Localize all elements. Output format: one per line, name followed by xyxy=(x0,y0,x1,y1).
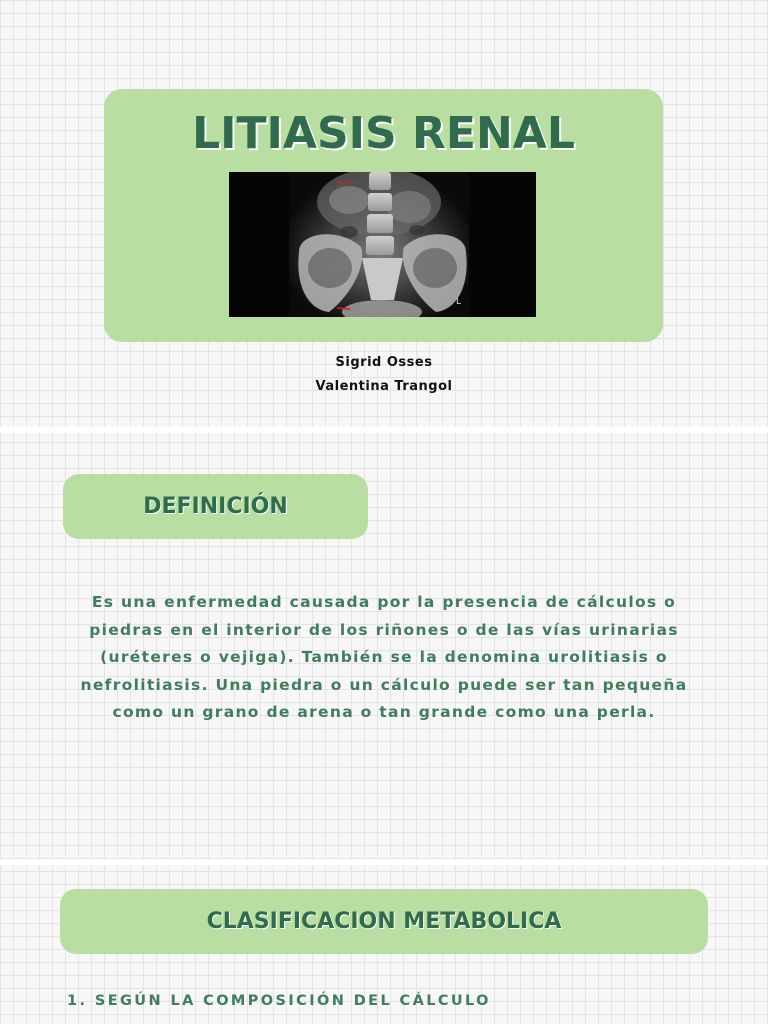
cover-card xyxy=(104,89,663,342)
definition-heading: DEFINICIÓN xyxy=(143,494,288,519)
author-1: Sigrid Osses xyxy=(335,355,433,370)
page-title: LITIASIS RENAL xyxy=(192,108,575,159)
classification-heading-card xyxy=(60,889,708,954)
definition-text: Es una enfermedad causada por la presencia de cálculos o piedras en el interior de los riñones o de las vías urinarias (uréteres o vejiga). También se la denomina urolitiasis o nefrolitiasis. Una piedra o un cálculo puede ser tan pequeña como un grano de arena o tan grande como una perla. xyxy=(80,593,688,721)
xray-image xyxy=(229,172,536,317)
classification-heading: CLASIFICACION METABOLICA xyxy=(206,909,562,934)
classification-item: 1. SEGÚN LA COMPOSICIÓN DEL CÁLCULO xyxy=(67,993,491,1009)
xray-illustration xyxy=(229,172,536,317)
xray-marker: L xyxy=(456,297,462,307)
author-2: Valentina Trangol xyxy=(315,379,453,394)
page-separator xyxy=(0,427,768,433)
page-separator xyxy=(0,859,768,865)
definition-heading-card xyxy=(63,474,368,539)
